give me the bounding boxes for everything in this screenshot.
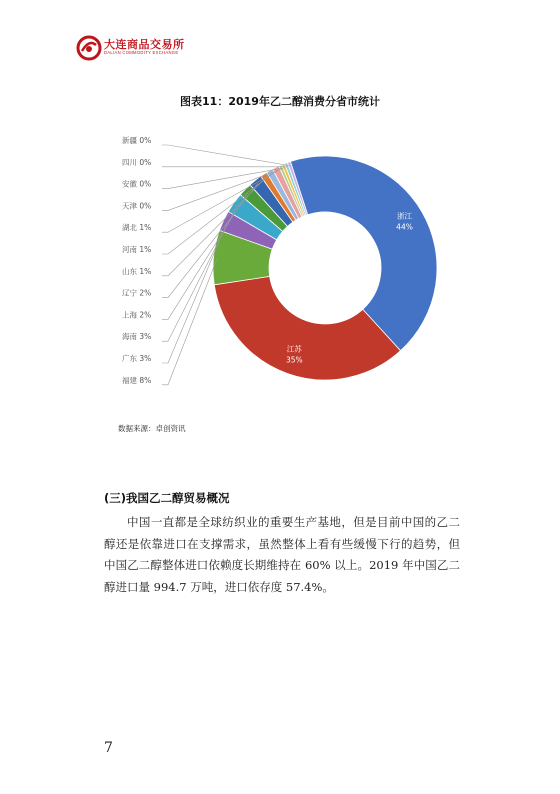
slice-label-0-0: 浙江 xyxy=(397,211,413,221)
slice-label-1-0: 江苏 xyxy=(286,344,302,354)
figure-title: 图表11：2019年乙二醇消费分省市统计 xyxy=(180,95,380,108)
slice-label-0-1: 44% xyxy=(396,222,413,232)
side-label-8: 上海 2% xyxy=(122,310,152,320)
leader-line-11 xyxy=(162,258,218,385)
pie-slice-1 xyxy=(214,276,400,380)
side-label-5: 河南 1% xyxy=(122,245,152,254)
logo-text-cn: 大连商品交易所 xyxy=(104,38,185,51)
side-label-9: 海南 3% xyxy=(122,332,152,342)
page-number: 7 xyxy=(104,740,113,756)
section-title: (三)我国乙二醇贸易概况 xyxy=(104,491,230,505)
leader-line-0 xyxy=(162,145,290,166)
figure-source: 数据来源：卓创资讯 xyxy=(118,424,186,433)
side-label-11: 福建 8% xyxy=(122,375,152,385)
side-label-0: 新疆 0% xyxy=(122,136,152,145)
side-label-7: 辽宁 2% xyxy=(122,288,152,298)
side-label-2: 安徽 0% xyxy=(122,179,152,189)
side-label-1: 四川 0% xyxy=(122,157,152,167)
body-paragraph: 中国一直都是全球纺织业的重要生产基地，但是目前中国的乙二醇还是依靠进口在支撑需求，虽然整体上看有些缓慢下行的趋势，但中国乙二醇整体进口依赖度长期维持在 60% 以上。2019 年中国乙二醇进口量 994.7 万吨，进口依存度 57.4%。 xyxy=(104,515,460,594)
logo-text-en: DALIAN COMMODITY EXCHANGE xyxy=(104,50,179,55)
side-label-6: 山东 1% xyxy=(122,266,152,276)
side-label-3: 天津 0% xyxy=(122,201,152,211)
slice-label-1-1: 35% xyxy=(285,355,303,365)
side-label-10: 广东 3% xyxy=(122,354,152,363)
side-label-4: 湖北 1% xyxy=(122,223,152,233)
